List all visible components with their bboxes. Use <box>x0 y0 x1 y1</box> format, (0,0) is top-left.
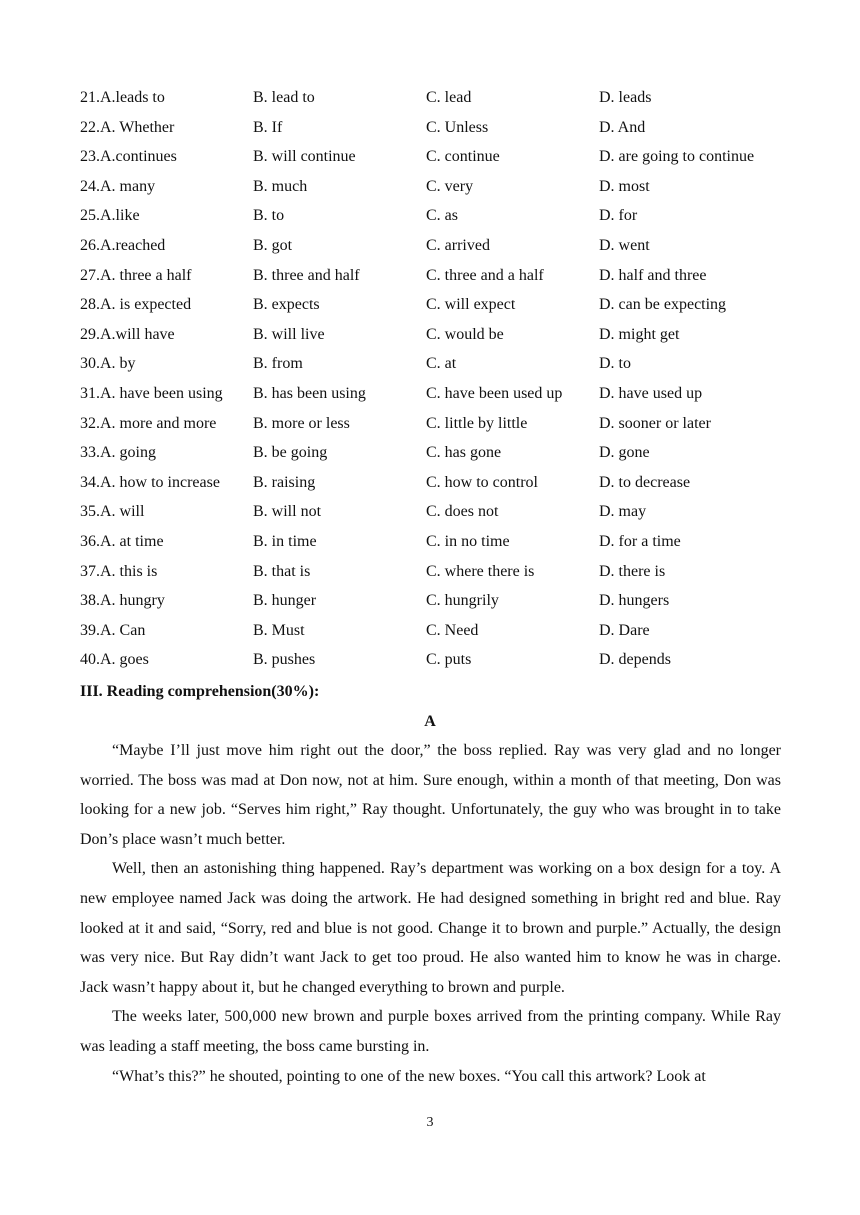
option-a: 22.A. Whether <box>80 118 175 136</box>
option-c: C. little by little <box>426 414 528 432</box>
option-c: C. as <box>426 207 458 225</box>
question-row <box>80 349 780 379</box>
option-a: 21.A.leads to <box>80 89 165 106</box>
answer-options-table <box>80 83 780 675</box>
question-row <box>80 557 780 587</box>
option-c: C. has gone <box>426 444 502 462</box>
page-number: 3 <box>426 1115 434 1130</box>
option-a: 25.A.like <box>80 207 140 225</box>
option-a: 34.A. how to increase <box>80 473 220 491</box>
passage-paragraph: The weeks later, 500,000 new brown and purple boxes arrived from the printing company. While Ray was leading a staff meeting, the boss came bursting in. <box>80 1008 781 1055</box>
option-b: B. from <box>253 355 303 373</box>
question-row <box>80 83 780 113</box>
question-row <box>80 201 780 231</box>
option-b: B. pushes <box>253 651 316 669</box>
option-c: C. at <box>426 355 457 373</box>
option-b: B. three and half <box>253 266 360 284</box>
option-d: D. to decrease <box>599 473 691 491</box>
option-d: D. are going to continue <box>599 148 755 166</box>
option-d: D. most <box>599 177 650 195</box>
option-a: 24.A. many <box>80 177 156 195</box>
question-row <box>80 527 780 557</box>
option-d: D. can be expecting <box>599 296 727 314</box>
question-row <box>80 172 780 202</box>
option-d: D. Dare <box>599 621 650 639</box>
option-d: D. depends <box>599 651 671 669</box>
option-b: B. got <box>253 236 293 254</box>
reading-passage <box>80 736 781 1091</box>
option-a: 26.A.reached <box>80 236 166 254</box>
option-c: C. where there is <box>426 562 535 580</box>
option-b: B. will live <box>253 325 325 343</box>
option-b: B. raising <box>253 473 316 491</box>
passage-paragraph: “What’s this?” he shouted, pointing to one of the new boxes. “You call this artwork? Look at <box>112 1067 706 1085</box>
option-a: 32.A. more and more <box>80 414 217 432</box>
option-d: D. for <box>599 207 638 225</box>
question-row <box>80 409 780 439</box>
option-d: D. leads <box>599 89 652 106</box>
question-row <box>80 616 780 646</box>
option-b: B. hunger <box>253 592 317 610</box>
passage-title: A <box>424 713 436 730</box>
option-d: D. for a time <box>599 532 681 550</box>
option-c: C. puts <box>426 651 472 669</box>
option-a: 40.A. goes <box>80 651 149 669</box>
question-row <box>80 379 780 409</box>
option-c: C. very <box>426 177 474 195</box>
option-b: B. in time <box>253 532 317 550</box>
option-b: B. much <box>253 177 308 195</box>
option-c: C. how to control <box>426 473 538 491</box>
option-c: C. will expect <box>426 296 516 314</box>
option-a: 35.A. will <box>80 503 145 521</box>
option-c: C. Need <box>426 621 479 639</box>
option-d: D. gone <box>599 444 650 462</box>
option-d: D. And <box>599 118 646 136</box>
option-b: B. lead to <box>253 89 315 106</box>
question-row <box>80 231 780 261</box>
passage-paragraph: Well, then an astonishing thing happened. Ray’s department was working on a box design for a toy. A new employee named Jack was doing the artwork. He had designed something in bright red and blue. Ray looked at it and said, “Sorry, red and blue is not good. Change it to brown and purple.” Actually, the design was very nice. But Ray didn’t want Jack to get too proud. He also wanted him to know he was in charge. Jack wasn’t happy about it, but he changed everything to brown and purple. <box>80 860 781 996</box>
option-a: 28.A. is expected <box>80 296 192 314</box>
option-c: C. arrived <box>426 236 490 254</box>
option-b: B. to <box>253 207 285 225</box>
question-row <box>80 438 780 468</box>
option-a: 39.A. Can <box>80 621 146 639</box>
option-b: B. that is <box>253 562 311 580</box>
passage-paragraph: “Maybe I’ll just move him right out the door,” the boss replied. Ray was very glad and no longer worried. The boss was mad at Don now, not at him. Sure enough, within a month of that meeting, Don was looking for a new job. “Serves him right,” Ray thought. Unfortunately, the guy who was brought in to take Don’s place wasn’t much better. <box>80 742 781 848</box>
question-row <box>80 497 780 527</box>
option-a: 30.A. by <box>80 355 136 373</box>
option-a: 31.A. have been using <box>80 384 223 402</box>
option-d: D. have used up <box>599 384 703 402</box>
option-b: B. more or less <box>253 414 350 432</box>
option-a: 36.A. at time <box>80 532 164 550</box>
option-a: 29.A.will have <box>80 325 175 343</box>
option-d: D. might get <box>599 325 680 343</box>
option-d: D. sooner or later <box>599 414 711 432</box>
question-row <box>80 261 780 291</box>
question-row <box>80 645 780 675</box>
question-row <box>80 320 780 350</box>
option-a: 37.A. this is <box>80 562 158 580</box>
option-c: C. lead <box>426 89 472 106</box>
option-b: B. Must <box>253 621 305 639</box>
option-c: C. have been used up <box>426 384 563 402</box>
option-b: B. be going <box>253 444 328 462</box>
option-c: C. does not <box>426 503 499 521</box>
question-row <box>80 290 780 320</box>
question-row <box>80 468 780 498</box>
option-d: D. went <box>599 236 650 254</box>
option-b: B. expects <box>253 296 320 314</box>
option-d: D. to <box>599 355 631 373</box>
option-b: B. has been using <box>253 384 366 402</box>
option-c: C. in no time <box>426 532 510 550</box>
option-b: B. will not <box>253 503 322 521</box>
option-c: C. hungrily <box>426 592 499 610</box>
section-heading: III. Reading comprehension(30%): <box>80 683 320 700</box>
option-a: 33.A. going <box>80 444 156 462</box>
option-c: C. three and a half <box>426 266 544 284</box>
option-a: 38.A. hungry <box>80 592 165 610</box>
option-c: C. continue <box>426 148 500 166</box>
option-d: D. half and three <box>599 266 707 284</box>
option-d: D. may <box>599 503 647 521</box>
option-a: 27.A. three a half <box>80 266 192 284</box>
option-c: C. would be <box>426 325 504 343</box>
option-c: C. Unless <box>426 118 489 136</box>
option-b: B. If <box>253 118 283 136</box>
question-row <box>80 113 780 143</box>
question-row <box>80 142 780 172</box>
option-d: D. there is <box>599 562 666 580</box>
question-row <box>80 586 780 616</box>
option-a: 23.A.continues <box>80 148 177 166</box>
option-d: D. hungers <box>599 592 670 610</box>
option-b: B. will continue <box>253 148 356 166</box>
